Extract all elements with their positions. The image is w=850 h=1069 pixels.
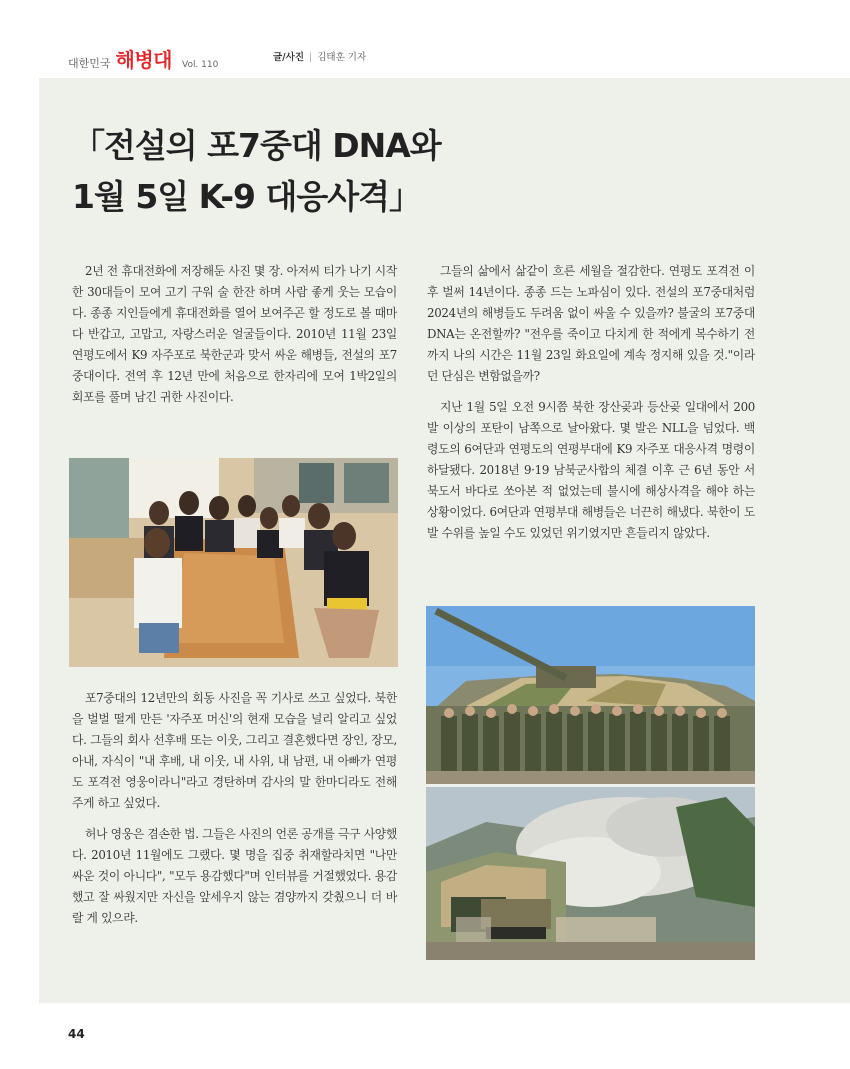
marines-group-photo <box>426 606 755 784</box>
paragraph-2: 포7중대의 12년만의 회동 사진을 꼭 기사로 쓰고 싶었다. 북한을 벌벌 떨게 만든 '자주포 머신'의 현재 모습을 널리 알리고 싶었다. 그들의 회사 선후배 또는 이웃, 그리고 결혼했다면 장인, 장모, 아내, 자식이 "내 후배, 내 이웃, 내 사위, 내 남편, 내 아빠가 연평도 포격전 영웅이라니"라고 경탄하며 감사의 말 한마디라도 전해주게 하고 싶었다. <box>72 691 397 810</box>
paragraph-4: 그들의 삶에서 삶같이 흐른 세월을 절감한다. 연평도 포격전 이후 벌써 14년이다. 종종 드는 노파심이 있다. 전설의 포7중대처럼 2024년의 해병들도 두려움 없이 싸울 수 있을까? 불굴의 포7중대 DNA는 온전할까? "전우를 죽이고 다치게 한 적에게 복수하기 전까지 나의 시간은 11월 23일 화요일에 계속 정지해 있을 것."이라던 단심은 변함없을까? <box>427 264 755 383</box>
right-column <box>427 261 755 554</box>
title-line-2: 1월 5일 K-9 대응사격」 <box>72 177 422 216</box>
volume-number: Vol. 110 <box>181 60 219 70</box>
paragraph-3: 허나 영웅은 겸손한 법. 그들은 사진의 언론 공개를 극구 사양했다. 2010년 11월에도 그랬다. 몇 명을 집중 취재할라치면 "나만 싸운 것이 아니다", "모두 용감했다"며 인터뷰를 거절했었다. 용감했고 잘 싸웠지만 자신을 앞세우지 않는 겸양까지 갖췄으니 더 바랄 게 있으랴. <box>72 827 397 925</box>
page-number: 44 <box>68 1027 85 1041</box>
k9-firing-photo <box>426 787 755 960</box>
paragraph-5: 지난 1월 5일 오전 9시쯤 북한 장산곶과 등산곶 일대에서 200발 이상의 포탄이 남쪽으로 날아왔다. 몇 발은 NLL을 넘었다. 백령도의 6여단과 연평도의 연평부대에 K9 자주포 대응사격 명령이 하달됐다. 2018년 9·19 남북군사합의 체결 이후 근 6년 동안 서북도서 바다로 쏘아본 적 없었는데 불시에 해상사격을 해야 하는 상황이었다. 6여단과 연평부대 해병들은 너끈히 해냈다. 북한이 도발 수위를 높일 수도 있었던 위기였지만 흔들리지 않았다. <box>427 400 755 540</box>
page-header <box>68 44 367 72</box>
magazine-brand-logo: 해병대 <box>115 48 172 72</box>
left-column-bottom <box>72 688 397 939</box>
header-country: 대한민국 <box>68 57 111 70</box>
credit-label: 글/사진 <box>273 52 305 63</box>
article-title <box>72 120 572 222</box>
left-column-top <box>72 261 397 418</box>
byline-separator: | <box>309 52 313 63</box>
byline <box>273 49 366 63</box>
author-name: 김태훈 기자 <box>317 52 367 63</box>
reunion-photo <box>69 458 398 667</box>
paragraph-1: 2년 전 휴대전화에 저장해둔 사진 몇 장. 아저씨 티가 나기 시작한 30대들이 모여 고기 구워 술 한잔 하며 사람 좋게 웃는 모습이다. 종종 지인들에게 휴대전화를 열어 보여주곤 할 정도로 볼 때마다 반갑고, 고맙고, 자랑스러운 얼굴들이다. 2010년 11월 23일 연평도에서 K9 자주포로 북한군과 맞서 싸운 해병들, 전설의 포7중대이다. 전역 후 12년 만에 처음으로 한자리에 모여 1박2일의 회포를 풀며 남긴 귀한 사진이다. <box>72 264 397 404</box>
title-line-1: 「전설의 포7중대 DNA와 <box>72 126 441 165</box>
